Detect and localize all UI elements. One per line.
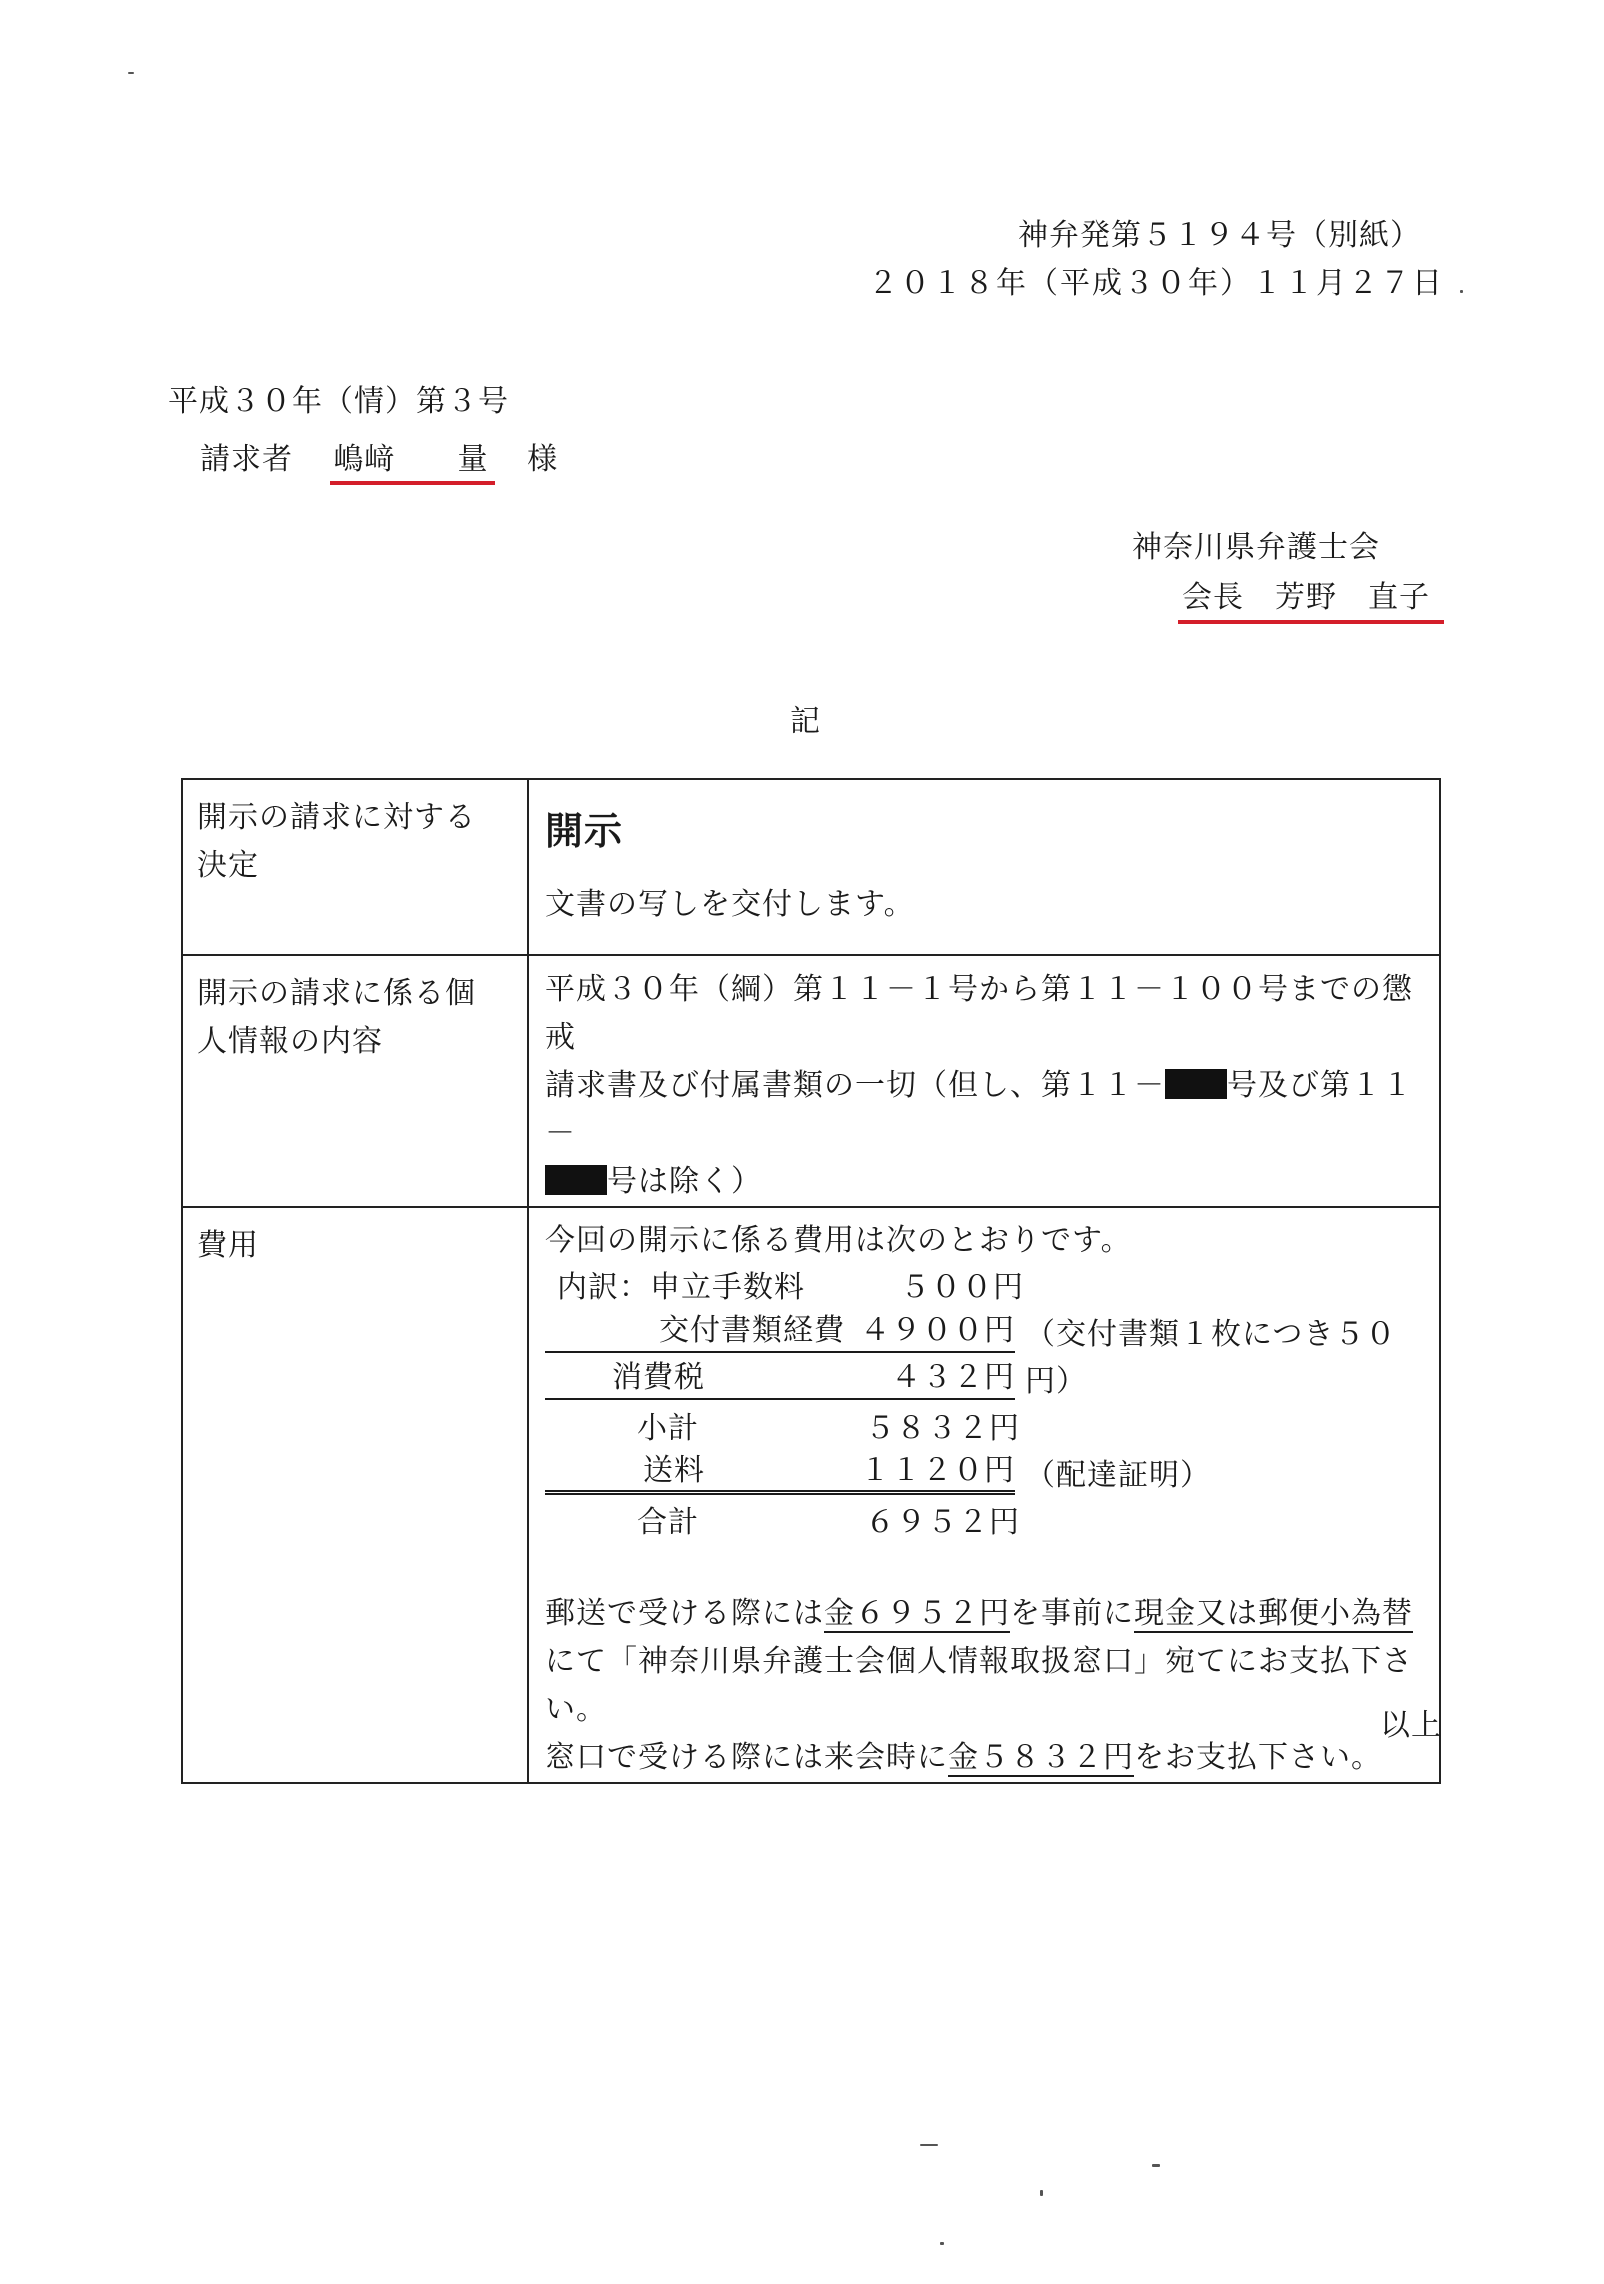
fee-row bbox=[545, 1264, 1429, 1311]
issuer-title-name: 会長 芳野 直子 bbox=[1178, 572, 1444, 624]
payment-line: にて「神奈川県弁護士会個人情報取扱窓口」宛てにお支払下さい。 bbox=[545, 1644, 1413, 1727]
decision-value-cell bbox=[528, 779, 1440, 955]
fee-item-label: 送料 bbox=[545, 1452, 705, 1495]
requester-name: 嶋﨑 量 bbox=[330, 442, 495, 485]
decision-description: 文書の写しを交付します。 bbox=[545, 887, 915, 922]
fee-item-amount: ５８３２円 bbox=[865, 1411, 1020, 1446]
requester-line bbox=[200, 434, 558, 478]
honorific: 様 bbox=[527, 442, 559, 477]
fee-item-note: （配達証明） bbox=[1025, 1458, 1211, 1493]
content-line bbox=[545, 1158, 1429, 1206]
payment-method: 現金又は郵便小為替 bbox=[1134, 1596, 1413, 1631]
content-text: 号は除く） bbox=[607, 1164, 762, 1199]
payment-text: を事前に bbox=[1010, 1596, 1134, 1631]
ki-heading: 記 bbox=[790, 704, 821, 739]
fee-row bbox=[545, 1405, 1429, 1452]
fee-item-amount: ５００円 bbox=[900, 1270, 1024, 1305]
content-text: 号及び第１１－ bbox=[545, 1068, 1413, 1151]
payment-line bbox=[545, 1734, 1429, 1782]
fee-item-amount: １１２０円 bbox=[705, 1452, 1015, 1495]
scan-speck bbox=[1152, 2164, 1160, 2167]
fee-item-amount: ６９５２円 bbox=[865, 1505, 1020, 1540]
content-line bbox=[545, 1062, 1429, 1158]
content-text: 請求書及び付属書類の一切（但し、第１１－ bbox=[545, 1068, 1165, 1103]
decision-title: 開示 bbox=[545, 809, 624, 853]
scan-speck bbox=[920, 2144, 938, 2146]
payment-instructions bbox=[545, 1590, 1429, 1782]
fee-breakdown bbox=[545, 1264, 1429, 1546]
fee-item-note: （交付書類１枚につき５０円） bbox=[1025, 1317, 1397, 1399]
postal-amount: 金６９５２円 bbox=[824, 1596, 1010, 1631]
payment-line bbox=[545, 1590, 1429, 1638]
fee-item-amount: ４３２円 bbox=[705, 1358, 1015, 1400]
decision-label-line: 決定 bbox=[197, 848, 259, 883]
closing-mark: 以上 bbox=[1380, 1708, 1442, 1743]
fee-item-label: 合計 bbox=[637, 1505, 699, 1540]
scan-speck bbox=[940, 2242, 944, 2245]
scan-speck bbox=[128, 72, 134, 74]
disclosure-table bbox=[181, 778, 1441, 1784]
fee-intro: 今回の開示に係る費用は次のとおりです。 bbox=[545, 1223, 1132, 1258]
table-row bbox=[182, 955, 1440, 1207]
payment-text: 窓口で受ける際には来会時に bbox=[545, 1740, 948, 1775]
decision-label-cell bbox=[182, 779, 528, 955]
content-label-line: 開示の請求に係る個 bbox=[197, 976, 476, 1011]
fee-row bbox=[545, 1452, 1429, 1499]
fee-row bbox=[545, 1358, 1429, 1405]
fee-label: 費用 bbox=[197, 1228, 259, 1263]
document-number: 神弁発第５１９４号（別紙） bbox=[1018, 218, 1421, 253]
payment-text: 郵送で受ける際には bbox=[545, 1596, 824, 1631]
scan-speck bbox=[1460, 290, 1463, 293]
fee-item-label: 交付書類経費 bbox=[545, 1311, 845, 1353]
content-label-line: 人情報の内容 bbox=[197, 1024, 383, 1059]
content-value-cell bbox=[528, 955, 1440, 1207]
issuer-organization: 神奈川県弁護士会 bbox=[1132, 530, 1380, 565]
fee-row bbox=[545, 1499, 1429, 1546]
document-date: ２０１８年（平成３０年）１１月２７日 bbox=[868, 266, 1444, 301]
counter-amount: 金５８３２円 bbox=[948, 1740, 1134, 1775]
fee-item-label: 消費税 bbox=[545, 1358, 705, 1400]
requester-label: 請求者 bbox=[200, 442, 293, 477]
fee-item-label: 内訳：申立手数料 bbox=[557, 1270, 805, 1305]
payment-text: をお支払下さい。 bbox=[1134, 1740, 1382, 1775]
fee-item-label: 小計 bbox=[637, 1411, 699, 1446]
scan-speck bbox=[1040, 2190, 1043, 2196]
content-line: 平成３０年（綱）第１１－１号から第１１－１００号までの懲戒 bbox=[545, 972, 1413, 1055]
table-row bbox=[182, 779, 1440, 955]
decision-label-line: 開示の請求に対する bbox=[197, 800, 476, 835]
fee-item-amount: ４９００円 bbox=[845, 1311, 1015, 1353]
content-label-cell bbox=[182, 955, 528, 1207]
redaction-block bbox=[1165, 1069, 1227, 1099]
fee-label-cell bbox=[182, 1207, 528, 1783]
fee-value-cell bbox=[528, 1207, 1440, 1783]
table-row bbox=[182, 1207, 1440, 1783]
case-number: 平成３０年（情）第３号 bbox=[168, 384, 509, 419]
redaction-block bbox=[545, 1165, 607, 1195]
